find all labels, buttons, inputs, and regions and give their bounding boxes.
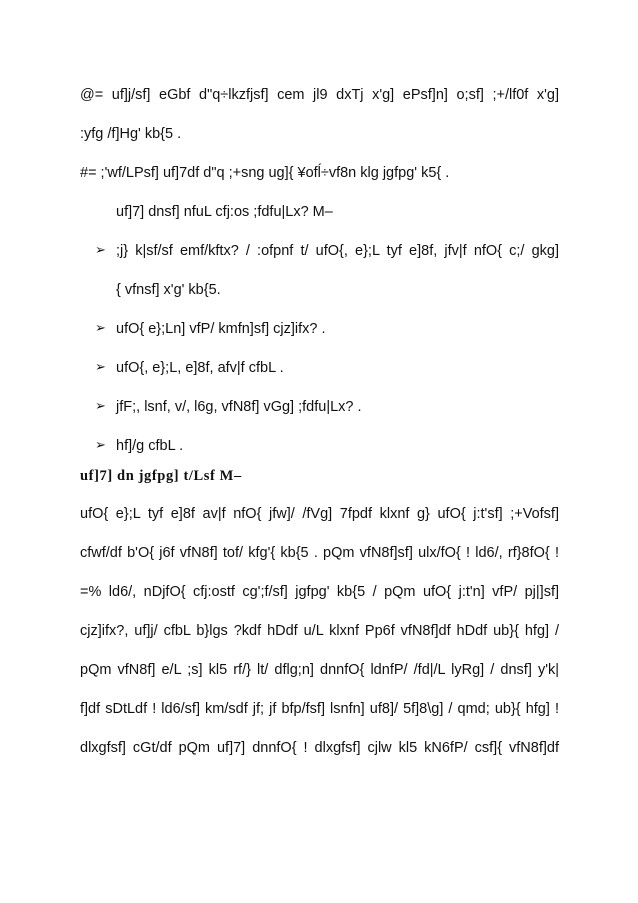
body-line-4: cjz]ifx?, uf]j/ cfbL b}lgs ?kdf hDdf u/L klxnf Pp6f vfN8f]df hDdf ub}{ hfg] / [80, 623, 559, 639]
arrow-bullet-icon: ➢ [95, 360, 106, 375]
paragraph-two-line-2: uf]7] dnsf] nfuL cfj:os ;fdfu|Lx? M– [116, 204, 333, 220]
list-item-continuation: { vfnsf] x'g' kb{5. [116, 282, 221, 298]
list-item [95, 359, 559, 377]
body-line-1: ufO{ e};L tyf e]8f av|f nfO{ jfw]/ /fVg] 7fpdf klxnf g} ufO{ j:t'sf] ;+Vofsf] [80, 506, 559, 522]
body-line-5: pQm vfN8f] e/L ;s] kl5 rf/} lt/ dflg;n] dnnfO{ ldnfP/ /fd|/L lyRg] / dnsf] y'k| [80, 662, 559, 678]
list-item [95, 320, 559, 338]
paragraph-top-line-1: @= uf]j/sf] eGbf d"q÷lkzfjsf] cem jl9 dxTj x'g] ePsf]n] o;sf] ;+/lf0f x'g] [80, 87, 559, 103]
list-item-text: ufO{ e};Ln] vfP/ kmfn]sf] cjz]ifx? . [116, 321, 326, 337]
body-line-3: =% ld6/, nDjfO{ cfj:ostf cg';f/sf] jgfpg' kb{5 / pQm ufO{ j:t'n] vfP/ pj|]sf] [80, 584, 559, 600]
list-item-text: ufO{, e};L, e]8f, afv|f cfbL . [116, 360, 284, 376]
list-item [95, 398, 559, 416]
body-line-6: f]df sDtLdf ! ld6/sf] km/sdf jf; jf bfp/fsf] lsnfn] uf8]/ 5f]8\g] / qmd; ub}{ hfg] ! [80, 701, 559, 717]
arrow-bullet-icon: ➢ [95, 399, 106, 414]
body-line-2: cfwf/df b'O{ j6f vfN8f] tof/ kfg'{ kb{5 . pQm vfN8f]sf] ulx/fO{ ! ld6/, rf}8fO{ ! [80, 545, 559, 561]
section-heading: uf]7] dn jgfpg] t/Lsf M– [80, 468, 242, 484]
paragraph-two-line-1: #= ;'wf/LPsf] uf]7df d"q ;+sng ug]{ ¥ofĺ÷vf8n klg jgfpg' k5{ . [80, 165, 450, 181]
list-item [95, 437, 559, 455]
arrow-bullet-icon: ➢ [95, 321, 106, 336]
list-item [95, 242, 559, 260]
arrow-bullet-icon: ➢ [95, 243, 106, 258]
list-item-text: ;j} k|sf/sf emf/kftx? / :ofpnf t/ ufO{, e};L tyf e]8f, jfv|f nfO{ c;/ gkg] [116, 243, 559, 259]
arrow-bullet-icon: ➢ [95, 438, 106, 453]
body-line-7: dlxgfsf] cGt/df pQm uf]7] dnnfO{ ! dlxgfsf] cjlw kl5 kN6fP/ csf]{ vfN8f]df [80, 740, 559, 756]
paragraph-top-line-2: :yfg /f]Hg' kb{5 . [80, 126, 182, 142]
list-item-text: jfF;, lsnf, v/, l6g, vfN8f] vGg] ;fdfu|Lx? . [116, 399, 362, 415]
list-item-text: hf]/g cfbL . [116, 438, 184, 454]
